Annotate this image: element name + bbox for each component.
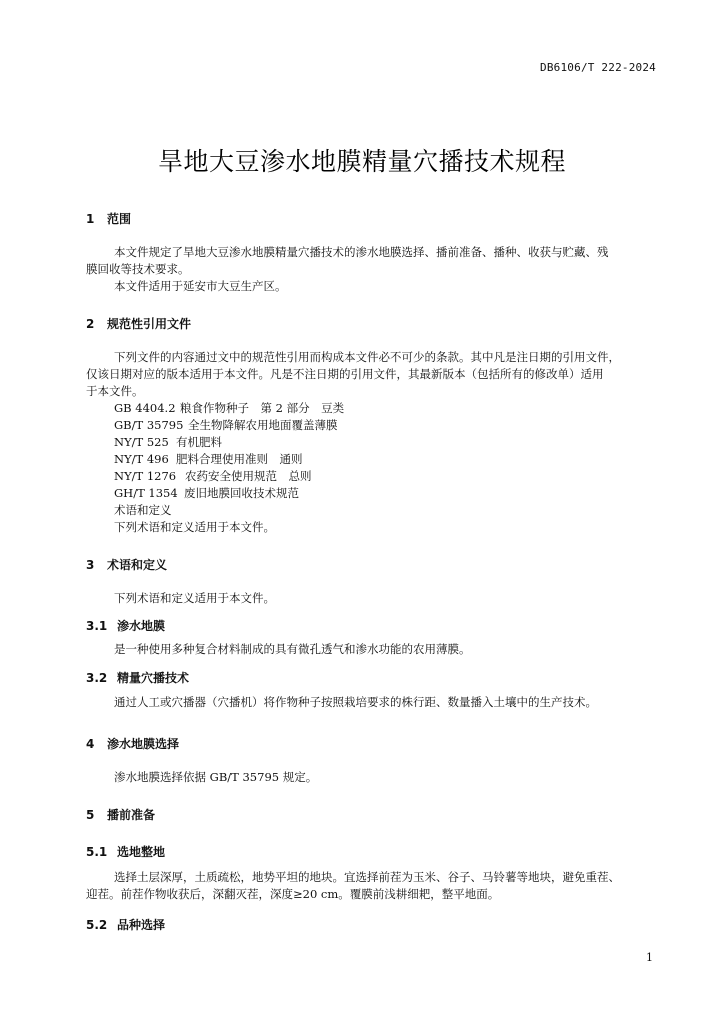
section-title: 渗水地膜选择	[107, 737, 180, 751]
section-number: 5	[86, 808, 95, 822]
section-heading-5	[86, 806, 155, 823]
subsection-number: 5.2	[86, 918, 108, 932]
section-number: 2	[86, 317, 95, 331]
reference-name: 肥料合理使用准则 通则	[176, 452, 303, 466]
subsection-heading-3-1	[86, 617, 165, 634]
reference-item	[114, 451, 303, 468]
reference-item	[114, 417, 338, 434]
reference-item	[114, 468, 312, 485]
paragraph-line: 于本文件。	[86, 384, 144, 398]
paragraph-line: 通过人工或穴播器（穴播机）将作物种子按照栽培要求的株行距、数量播入土壤中的生产技术。	[114, 695, 597, 709]
subsection-title: 渗水地膜	[117, 619, 166, 633]
reference-item	[114, 434, 222, 451]
reference-code: NY/T 496	[114, 452, 169, 466]
paragraph-line: 本文件适用于延安市大豆生产区。	[114, 279, 287, 293]
section-heading-1	[86, 210, 131, 227]
paragraph-line: 术语和定义	[114, 503, 172, 517]
reference-name: 废旧地膜回收技术规范	[184, 486, 299, 500]
section-heading-4	[86, 735, 179, 752]
standard-number: DB6106/T 222-2024	[540, 61, 656, 74]
section-title: 播前准备	[107, 808, 156, 822]
page-number: 1	[646, 951, 653, 964]
paragraph-line: 下列术语和定义适用于本文件。	[114, 520, 275, 534]
paragraph-line: 本文件规定了旱地大豆渗水地膜精量穴播技术的渗水地膜选择、播前准备、播种、收获与贮藏、残	[114, 245, 609, 259]
section-number: 1	[86, 212, 95, 226]
section-title: 规范性引用文件	[107, 317, 192, 331]
reference-item	[114, 485, 299, 502]
paragraph-line: 渗水地膜选择依据 GB/T 35795 规定。	[114, 770, 318, 784]
paragraph-line: 迎茬。前茬作物收获后，深翻灭茬，深度≥20 cm。覆膜前浅耕细耙，整平地面。	[86, 887, 500, 901]
reference-code: NY/T 525	[114, 435, 169, 449]
reference-code: GH/T 1354	[114, 486, 178, 500]
subsection-title: 精量穴播技术	[117, 671, 190, 685]
subsection-title: 品种选择	[117, 918, 166, 932]
subsection-heading-5-2	[86, 916, 165, 933]
subsection-heading-3-2	[86, 669, 189, 686]
reference-code: NY/T 1276	[114, 469, 177, 483]
paragraph-line: 下列术语和定义适用于本文件。	[114, 591, 275, 605]
reference-code: GB 4404.2	[114, 401, 176, 415]
reference-name: 有机肥料	[176, 435, 222, 449]
document-title: 旱地大豆渗水地膜精量穴播技术规程	[157, 147, 566, 176]
section-heading-2	[86, 315, 191, 332]
section-number: 4	[86, 737, 95, 751]
section-number: 3	[86, 558, 95, 572]
reference-item	[114, 400, 344, 417]
subsection-title: 选地整地	[117, 845, 166, 859]
reference-name: 全生物降解农用地面覆盖薄膜	[188, 418, 338, 432]
reference-code: GB/T 35795	[114, 418, 184, 432]
reference-name: 粮食作物种子 第 2 部分 豆类	[180, 401, 345, 415]
subsection-heading-5-1	[86, 843, 165, 860]
section-title: 范围	[107, 212, 132, 226]
subsection-number: 3.2	[86, 671, 108, 685]
paragraph-line: 膜回收等技术要求。	[86, 262, 190, 276]
reference-name: 农药安全使用规范 总则	[185, 469, 312, 483]
subsection-number: 5.1	[86, 845, 108, 859]
section-title: 术语和定义	[107, 558, 168, 572]
paragraph-line: 下列文件的内容通过文中的规范性引用而构成本文件必不可少的条款。其中凡是注日期的引用文件，	[114, 350, 620, 364]
paragraph-line: 选择土层深厚，土质疏松，地势平坦的地块。宜选择前茬为玉米、谷子、马铃薯等地块，避免重茬、	[114, 870, 620, 884]
paragraph-line: 仅该日期对应的版本适用于本文件。凡是不注日期的引用文件，其最新版本（包括所有的修改单）适用	[86, 367, 604, 381]
section-heading-3	[86, 556, 167, 573]
paragraph-line: 是一种使用多种复合材料制成的具有微孔透气和渗水功能的农用薄膜。	[114, 642, 471, 656]
subsection-number: 3.1	[86, 619, 108, 633]
